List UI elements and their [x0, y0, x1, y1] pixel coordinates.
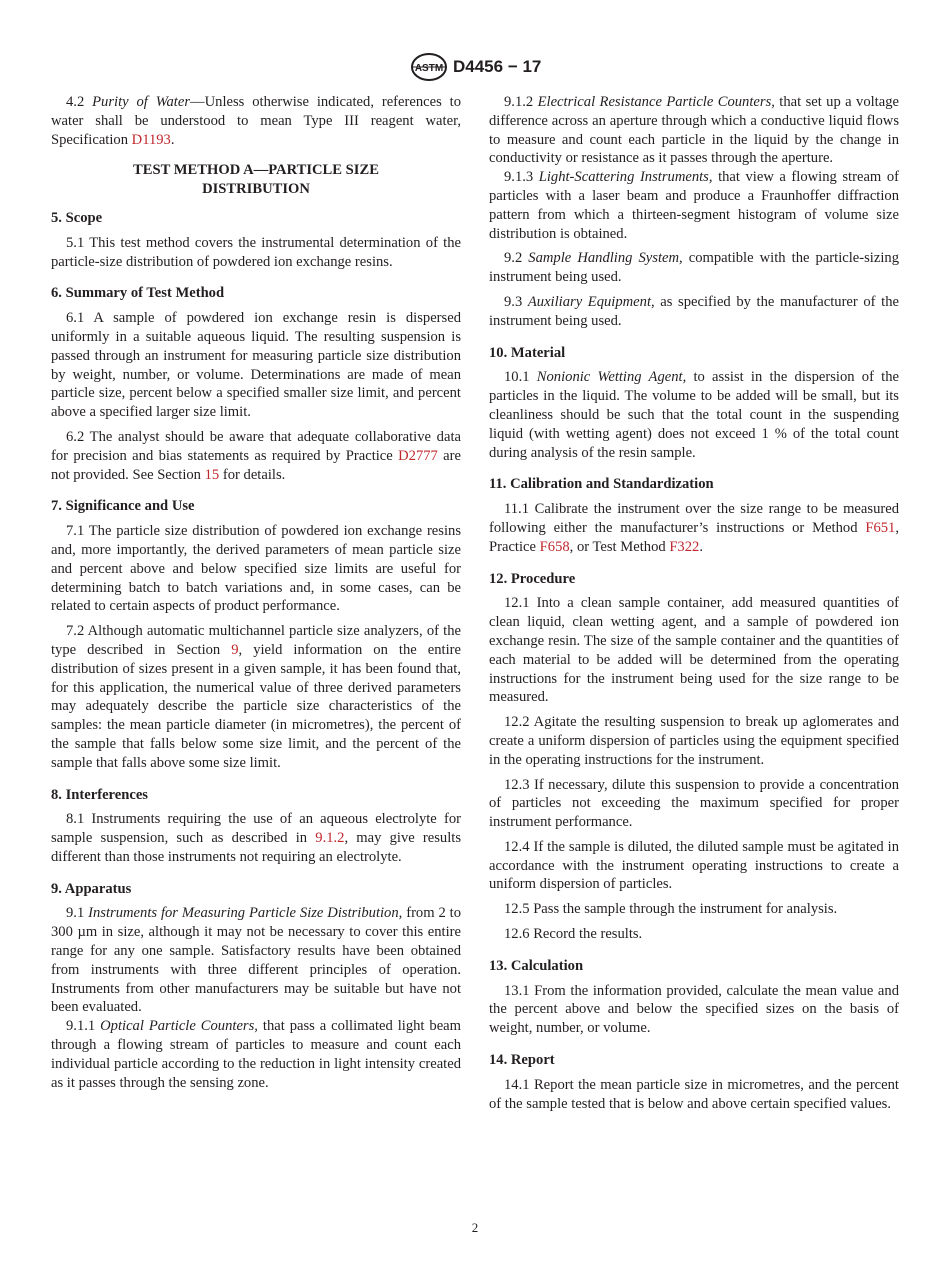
paragraph-12-4: 12.4 If the sample is diluted, the diluted sample must be agitated in accordance with the instrument operating instructions to create a uniform dispersion of particles.	[489, 838, 899, 893]
paragraph-12-5: 12.5 Pass the sample through the instrument for analysis.	[504, 901, 838, 918]
paragraph-13-1: 13.1 From the information provided, calculate the mean value and the percent above and below the specified sizes on the basis of weight, number, or volume.	[489, 982, 899, 1037]
ref-section-15-link[interactable]: 15	[204, 466, 220, 483]
paragraph-12-2: 12.2 Agitate the resulting suspension to break up aglomerates and create a uniform dispersion of particles using the equipment specified in the operating instructions for the instrument.	[489, 714, 899, 768]
paragraph-7-2: 7.2 Although automatic multichannel particle size analyzers, of the type described in Section 9, yield information on the entire distribution of sizes present in a given sample, it has been found that, for this application, the numerical value of three derived parameters may adequately describe the particle size characteristics of the samples: the mean particle diameter (in micrometres), the percent of the sample that falls below some size limit, and the percent of the sample that falls above some size limit.	[51, 623, 461, 771]
page-number: 2	[471, 1220, 479, 1235]
section-heading-calibration: 11. Calibration and Standardization	[489, 476, 714, 493]
paragraph-12-6: 12.6 Record the results.	[504, 926, 643, 943]
ref-section-9-link[interactable]: 9	[231, 641, 239, 658]
logo-text: ASTM	[414, 63, 444, 74]
section-heading-procedure: 12. Procedure	[489, 570, 576, 587]
ref-d2777-link[interactable]: D2777	[398, 447, 438, 464]
astm-logo-icon	[409, 52, 449, 82]
section-heading-summary: 6. Summary of Test Method	[51, 285, 225, 302]
paragraph-9-1-3: 9.1.3 Light-Scattering Instruments, that view a flowing stream of particles with a laser beam and produce a Fraunhoffer diffraction pattern from which a thirteen-segment histogram of volume size distribution is obtained.	[489, 169, 899, 242]
page-header	[0, 52, 950, 82]
paragraph-5-1: 5.1 This test method covers the instrumental determination of the particle-size distribution of powdered ion exchange resins.	[51, 234, 461, 270]
ref-d1193-link[interactable]: D1193	[131, 131, 171, 148]
paragraph-9-1: 9.1 Instruments for Measuring Particle Size Distribution, from 2 to 300 µm in size, although it may not be necessary to cover this entire range for any one sample. Satisfactory results have been obtained from instruments with three different principles of operation. Instruments from other manufacturers may be suitable but have not been evaluated.	[51, 905, 462, 1016]
section-heading-calculation: 13. Calculation	[489, 957, 584, 974]
paragraph-6-1: 6.1 A sample of powdered ion exchange resin is dispersed uniformly in a suitable aqueous liquid. The resulting suspension is passed through an instrument for measuring particle size distribution by weight, number, or volume. Determinations are made of mean particle size, percent below a specified smaller size limit, and percent above a specified larger size limit.	[51, 310, 461, 421]
section-heading-scope: 5. Scope	[51, 209, 103, 226]
paragraph-4-2: 4.2 Purity of Water—Unless otherwise indicated, references to water shall be understood to mean Type III reagent water, Specification D1193.	[51, 94, 461, 148]
paragraph-12-3: 12.3 If necessary, dilute this suspension to provide a concentration of particles not exceeding the maximum specified for proper instrument performance.	[489, 776, 899, 831]
ref-9-1-2-link[interactable]: 9.1.2	[315, 830, 345, 847]
ref-f322-link[interactable]: F322	[669, 538, 700, 555]
paragraph-9-2: 9.2 Sample Handling System, compatible with the particle-sizing instrument being used.	[489, 250, 899, 286]
ref-f658-link[interactable]: F658	[539, 538, 570, 555]
section-heading-report: 14. Report	[489, 1052, 555, 1069]
section-heading-interferences: 8. Interferences	[51, 786, 148, 803]
document-designation: D4456 − 17	[453, 57, 542, 76]
section-heading-apparatus: 9. Apparatus	[51, 880, 132, 897]
paragraph-10-1: 10.1 Nonionic Wetting Agent, to assist in the dispersion of the particles in the liquid. The volume to be added will be small, but its cleanliness should be such that the total count in the suspending liquid (with wetting agent) does not exceed 1 % of the total count during analysis of the resin sample.	[489, 369, 899, 461]
left-column	[51, 93, 461, 1098]
paragraph-6-2: 6.2 The analyst should be aware that adequate collaborative data for precision and bias statements as required by Practice D2777 are not provided. See Section 15 for details.	[51, 428, 461, 483]
paragraph-8-1: 8.1 Instruments requiring the use of an aqueous electrolyte for sample suspension, such as described in 9.1.2, may give results different than those instruments not requiring an electrolyte.	[51, 811, 461, 865]
paragraph-14-1: 14.1 Report the mean particle size in micrometres, and the percent of the sample tested that is below and above certain specified values.	[489, 1076, 899, 1112]
paragraph-9-1-2: 9.1.2 Electrical Resistance Particle Counters, that set up a voltage difference across an aperture through which a conductive liquid flows to measure and count each particle in the liquid by the change in conductivity or resistance as it passes through the aperture.	[489, 94, 899, 167]
paragraph-7-1: 7.1 The particle size distribution of powdered ion exchange resins and, more importantly, the derived parameters of mean particle size and percent above and below specified size limits are useful for determining batch to batch variations and, in some cases, can be related to certain aspects of product performance.	[51, 523, 461, 615]
method-title: TEST METHOD A—PARTICLE SIZE DISTRIBUTION	[133, 162, 379, 198]
ref-f651-link[interactable]: F651	[865, 519, 896, 536]
paragraph-12-1: 12.1 Into a clean sample container, add measured quantities of clean liquid, clean wetting agent, and a sample of powdered ion exchange resin. The size of the sample container and the quantities of each material to be added will be determined from the operating instructions for the instrument being used for the size range to be measured.	[489, 595, 899, 706]
section-heading-significance: 7. Significance and Use	[51, 498, 195, 515]
section-heading-material: 10. Material	[489, 344, 566, 361]
paragraph-11-1: 11.1 Calibrate the instrument over the size range to be measured following either the manufacturer’s instructions or Method F651, Practice F658, or Test Method F322.	[489, 501, 899, 555]
paragraph-9-1-1: 9.1.1 Optical Particle Counters, that pass a collimated light beam through a flowing stream of particles to measure and count each individual particle according to the reduction in light intensity created as it passes through the sensing zone.	[51, 1018, 462, 1091]
right-column	[489, 93, 899, 1119]
paragraph-9-3: 9.3 Auxiliary Equipment, as specified by the manufacturer of the instrument being used.	[489, 293, 899, 329]
